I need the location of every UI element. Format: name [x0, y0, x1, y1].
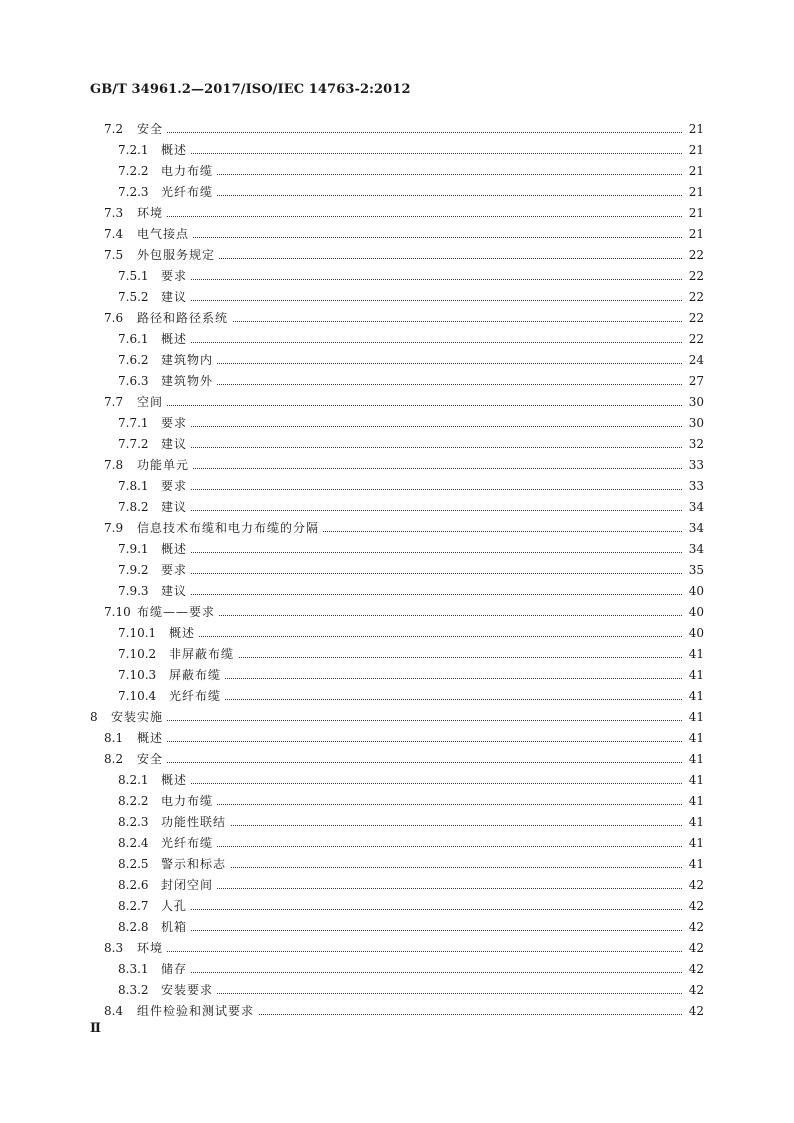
toc-entry-number: 7.4 — [104, 227, 124, 241]
toc-entry-number: 8.2.2 — [118, 794, 149, 808]
toc-entry-number: 7.6 — [104, 311, 124, 325]
toc-entry-page: 41 — [682, 791, 704, 812]
toc-entry-number: 7.8.1 — [118, 479, 149, 493]
toc-dot-leader — [161, 279, 682, 280]
toc-entry-page: 33 — [682, 455, 704, 476]
toc-dot-leader — [161, 930, 682, 931]
toc-dot-leader — [161, 783, 682, 784]
toc-entry-title: 环境 — [137, 938, 167, 959]
toc-entry-title: 环境 — [137, 203, 167, 224]
toc-dot-leader — [137, 468, 682, 469]
toc-entry-page: 34 — [682, 497, 704, 518]
toc-dot-leader — [161, 489, 682, 490]
toc-entry-page: 41 — [682, 665, 704, 686]
toc-entry-page: 41 — [682, 812, 704, 833]
toc-entry-number: 7.10.3 — [118, 668, 157, 682]
toc-entry-page: 21 — [682, 224, 704, 245]
toc-entry[interactable] — [0, 350, 794, 371]
toc-entry-number: 7.7.2 — [118, 437, 149, 451]
toc-entry[interactable] — [0, 413, 794, 434]
toc-entry[interactable] — [0, 938, 794, 959]
toc-entry-page: 41 — [682, 686, 704, 707]
toc-entry-number: 7.9.1 — [118, 542, 149, 556]
toc-entry-number: 8 — [90, 710, 98, 724]
toc-dot-leader — [137, 237, 682, 238]
toc-entry[interactable] — [0, 959, 794, 980]
toc-entry-page: 32 — [682, 434, 704, 455]
toc-entry-title: 建议 — [161, 581, 191, 602]
toc-entry-title: 非屏蔽布缆 — [169, 644, 238, 665]
toc-entry[interactable] — [0, 161, 794, 182]
toc-entry-title: 屏蔽布缆 — [169, 665, 225, 686]
toc-entry-page: 42 — [682, 938, 704, 959]
toc-entry-page: 27 — [682, 371, 704, 392]
toc-entry[interactable] — [0, 308, 794, 329]
toc-entry-number: 8.4 — [104, 1004, 124, 1018]
toc-entry-page: 21 — [682, 203, 704, 224]
toc-entry-number: 7.6.1 — [118, 332, 149, 346]
toc-entry-title: 电力布缆 — [161, 161, 217, 182]
toc-entry-number: 8.1 — [104, 731, 124, 745]
toc-entry-page: 30 — [682, 392, 704, 413]
toc-entry-title: 建筑物外 — [161, 371, 217, 392]
toc-dot-leader — [169, 699, 682, 700]
toc-entry-title: 建议 — [161, 287, 191, 308]
toc-dot-leader — [161, 363, 682, 364]
toc-entry-number: 8.3 — [104, 941, 124, 955]
toc-entry-page: 41 — [682, 728, 704, 749]
toc-entry-page: 22 — [682, 329, 704, 350]
toc-entry-page: 40 — [682, 602, 704, 623]
toc-entry[interactable] — [0, 686, 794, 707]
toc-entry[interactable] — [0, 917, 794, 938]
toc-dot-leader — [161, 846, 682, 847]
toc-dot-leader — [137, 762, 682, 763]
toc-entry[interactable] — [0, 644, 794, 665]
toc-entry-title: 安全 — [137, 119, 167, 140]
toc-entry[interactable] — [0, 392, 794, 413]
toc-entry-number: 8.2.4 — [118, 836, 149, 850]
toc-entry-page: 22 — [682, 308, 704, 329]
toc-entry[interactable] — [0, 140, 794, 161]
toc-entry[interactable] — [0, 182, 794, 203]
toc-entry-title: 要求 — [161, 266, 191, 287]
toc-dot-leader — [161, 447, 682, 448]
toc-entry[interactable] — [0, 623, 794, 644]
toc-entry-page: 41 — [682, 749, 704, 770]
toc-dot-leader — [161, 972, 682, 973]
toc-entry[interactable] — [0, 518, 794, 539]
toc-entry-number: 7.7 — [104, 395, 124, 409]
toc-entry-number: 7.2 — [104, 122, 124, 136]
toc-entry-number: 7.5.2 — [118, 290, 149, 304]
toc-entry-number: 7.10 — [104, 605, 131, 619]
toc-entry[interactable] — [0, 539, 794, 560]
toc-entry-title: 概述 — [161, 329, 191, 350]
toc-entry-title: 机箱 — [161, 917, 191, 938]
toc-entry-page: 22 — [682, 266, 704, 287]
toc-entry-title: 概述 — [161, 140, 191, 161]
toc-entry-number: 7.9 — [104, 521, 124, 535]
toc-entry[interactable] — [0, 728, 794, 749]
toc-dot-leader — [161, 594, 682, 595]
toc-entry-page: 22 — [682, 287, 704, 308]
toc-dot-leader — [161, 174, 682, 175]
toc-entry-title: 要求 — [161, 413, 191, 434]
toc-dot-leader — [161, 510, 682, 511]
toc-entry-title: 安装要求 — [161, 980, 217, 1001]
toc-dot-leader — [161, 342, 682, 343]
toc-entry[interactable] — [0, 245, 794, 266]
toc-entry-number: 7.3 — [104, 206, 124, 220]
toc-dot-leader — [169, 678, 682, 679]
toc-entry-title: 组件检验和测试要求 — [137, 1001, 258, 1022]
toc-entry-number: 8.2.8 — [118, 920, 149, 934]
toc-dot-leader — [161, 888, 682, 889]
page-number: Ⅱ — [90, 1021, 101, 1036]
toc-entry-number: 7.8.2 — [118, 500, 149, 514]
toc-entry-page: 41 — [682, 770, 704, 791]
toc-entry-title: 安全 — [137, 749, 167, 770]
toc-entry-page: 41 — [682, 644, 704, 665]
toc-entry[interactable] — [0, 791, 794, 812]
toc-entry[interactable] — [0, 476, 794, 497]
toc-entry-page: 42 — [682, 896, 704, 917]
toc-entry-number: 7.10.1 — [118, 626, 157, 640]
toc-entry[interactable] — [0, 707, 794, 728]
toc-entry-title: 路径和路径系统 — [137, 308, 232, 329]
toc-entry-title: 概述 — [161, 539, 191, 560]
toc-entry-number: 8.2.7 — [118, 899, 149, 913]
toc-dot-leader — [111, 720, 682, 721]
toc-entry-title: 概述 — [137, 728, 167, 749]
toc-entry-number: 7.5 — [104, 248, 124, 262]
toc-entry[interactable] — [0, 455, 794, 476]
toc-entry-title: 光纤布缆 — [161, 182, 217, 203]
toc-entry-page: 21 — [682, 182, 704, 203]
toc-entry-page: 41 — [682, 833, 704, 854]
toc-entry[interactable] — [0, 602, 794, 623]
toc-entry-page: 40 — [682, 623, 704, 644]
toc-dot-leader — [161, 825, 682, 826]
toc-dot-leader — [137, 132, 682, 133]
toc-entry-title: 建议 — [161, 434, 191, 455]
toc-entry-title: 建议 — [161, 497, 191, 518]
toc-entry-number: 7.6.2 — [118, 353, 149, 367]
toc-dot-leader — [169, 636, 682, 637]
toc-entry-number: 7.2.1 — [118, 143, 149, 157]
toc-entry[interactable] — [0, 119, 794, 140]
toc-entry[interactable] — [0, 896, 794, 917]
toc-entry[interactable] — [0, 875, 794, 896]
toc-entry-page: 33 — [682, 476, 704, 497]
toc-dot-leader — [161, 384, 682, 385]
toc-entry-page: 42 — [682, 875, 704, 896]
toc-entry-number: 8.2.1 — [118, 773, 149, 787]
toc-dot-leader — [137, 741, 682, 742]
toc-dot-leader — [161, 552, 682, 553]
toc-entry-title: 人孔 — [161, 896, 191, 917]
toc-entry-title: 封闭空间 — [161, 875, 217, 896]
toc-entry[interactable] — [0, 287, 794, 308]
toc-dot-leader — [137, 216, 682, 217]
toc-entry-number: 8.3.2 — [118, 983, 149, 997]
toc-entry-title: 空间 — [137, 392, 167, 413]
toc-dot-leader — [169, 657, 682, 658]
toc-entry[interactable] — [0, 665, 794, 686]
toc-entry-title: 警示和标志 — [161, 854, 230, 875]
toc-dot-leader — [161, 909, 682, 910]
toc-entry-number: 7.2.3 — [118, 185, 149, 199]
toc-entry-page: 41 — [682, 854, 704, 875]
toc-entry-title: 概述 — [169, 623, 199, 644]
toc-dot-leader — [161, 993, 682, 994]
toc-dot-leader — [161, 300, 682, 301]
toc-entry-page: 42 — [682, 1001, 704, 1022]
toc-entry-title: 功能单元 — [137, 455, 193, 476]
toc-entry-page: 21 — [682, 161, 704, 182]
toc-entry[interactable] — [0, 371, 794, 392]
toc-entry[interactable] — [0, 581, 794, 602]
toc-entry[interactable] — [0, 1001, 794, 1022]
toc-entry-number: 7.6.3 — [118, 374, 149, 388]
toc-entry-title: 要求 — [161, 560, 191, 581]
toc-entry-page: 30 — [682, 413, 704, 434]
toc-entry-number: 7.8 — [104, 458, 124, 472]
toc-entry-number: 7.5.1 — [118, 269, 149, 283]
toc-entry-number: 8.2.5 — [118, 857, 149, 871]
toc-dot-leader — [161, 867, 682, 868]
toc-entry[interactable] — [0, 329, 794, 350]
toc-entry-title: 储存 — [161, 959, 191, 980]
toc-entry[interactable] — [0, 812, 794, 833]
toc-entry-number: 7.2.2 — [118, 164, 149, 178]
toc-entry-title: 布缆——要求 — [137, 602, 219, 623]
toc-entry-page: 35 — [682, 560, 704, 581]
toc-entry-number: 7.7.1 — [118, 416, 149, 430]
toc-entry-number: 7.9.3 — [118, 584, 149, 598]
toc-entry-title: 外包服务规定 — [137, 245, 219, 266]
toc-dot-leader — [137, 405, 682, 406]
toc-entry-title: 概述 — [161, 770, 191, 791]
toc-entry[interactable] — [0, 854, 794, 875]
toc-dot-leader — [137, 951, 682, 952]
toc-entry[interactable] — [0, 497, 794, 518]
toc-entry-page: 40 — [682, 581, 704, 602]
toc-entry-page: 22 — [682, 245, 704, 266]
toc-entry-page: 24 — [682, 350, 704, 371]
toc-dot-leader — [161, 573, 682, 574]
toc-entry-number: 7.9.2 — [118, 563, 149, 577]
toc-entry-number: 8.2.6 — [118, 878, 149, 892]
toc-entry-title: 建筑物内 — [161, 350, 217, 371]
toc-entry-number: 7.10.4 — [118, 689, 157, 703]
toc-entry-page: 34 — [682, 518, 704, 539]
toc-dot-leader — [161, 153, 682, 154]
toc-entry-page: 21 — [682, 140, 704, 161]
toc-entry-title: 功能性联结 — [161, 812, 230, 833]
toc-entry-title: 电力布缆 — [161, 791, 217, 812]
toc-entry-number: 7.10.2 — [118, 647, 157, 661]
toc-entry[interactable] — [0, 749, 794, 770]
toc-entry-title: 要求 — [161, 476, 191, 497]
toc-entry-page: 21 — [682, 119, 704, 140]
toc-dot-leader — [161, 195, 682, 196]
toc-entry-title: 安装实施 — [111, 707, 167, 728]
toc-dot-leader — [161, 804, 682, 805]
document-code-header: GB/T 34961.2—2017/ISO/IEC 14763-2:2012 — [90, 82, 411, 97]
toc-entry[interactable] — [0, 770, 794, 791]
toc-entry-title: 光纤布缆 — [161, 833, 217, 854]
toc-entry-title: 信息技术布缆和电力布缆的分隔 — [137, 518, 323, 539]
toc-entry-number: 8.2 — [104, 752, 124, 766]
toc-entry-page: 34 — [682, 539, 704, 560]
toc-entry-page: 42 — [682, 980, 704, 1001]
toc-entry[interactable] — [0, 434, 794, 455]
toc-entry-title: 光纤布缆 — [169, 686, 225, 707]
toc-dot-leader — [161, 426, 682, 427]
toc-entry-page: 42 — [682, 917, 704, 938]
toc-entry[interactable] — [0, 980, 794, 1001]
toc-entry[interactable] — [0, 203, 794, 224]
toc-entry-number: 8.3.1 — [118, 962, 149, 976]
toc-entry-page: 42 — [682, 959, 704, 980]
toc-entry-title: 电气接点 — [137, 224, 193, 245]
toc-entry[interactable] — [0, 266, 794, 287]
toc-entry-number: 8.2.3 — [118, 815, 149, 829]
toc-entry[interactable] — [0, 833, 794, 854]
toc-entry[interactable] — [0, 224, 794, 245]
toc-entry[interactable] — [0, 560, 794, 581]
toc-entry-page: 41 — [682, 707, 704, 728]
